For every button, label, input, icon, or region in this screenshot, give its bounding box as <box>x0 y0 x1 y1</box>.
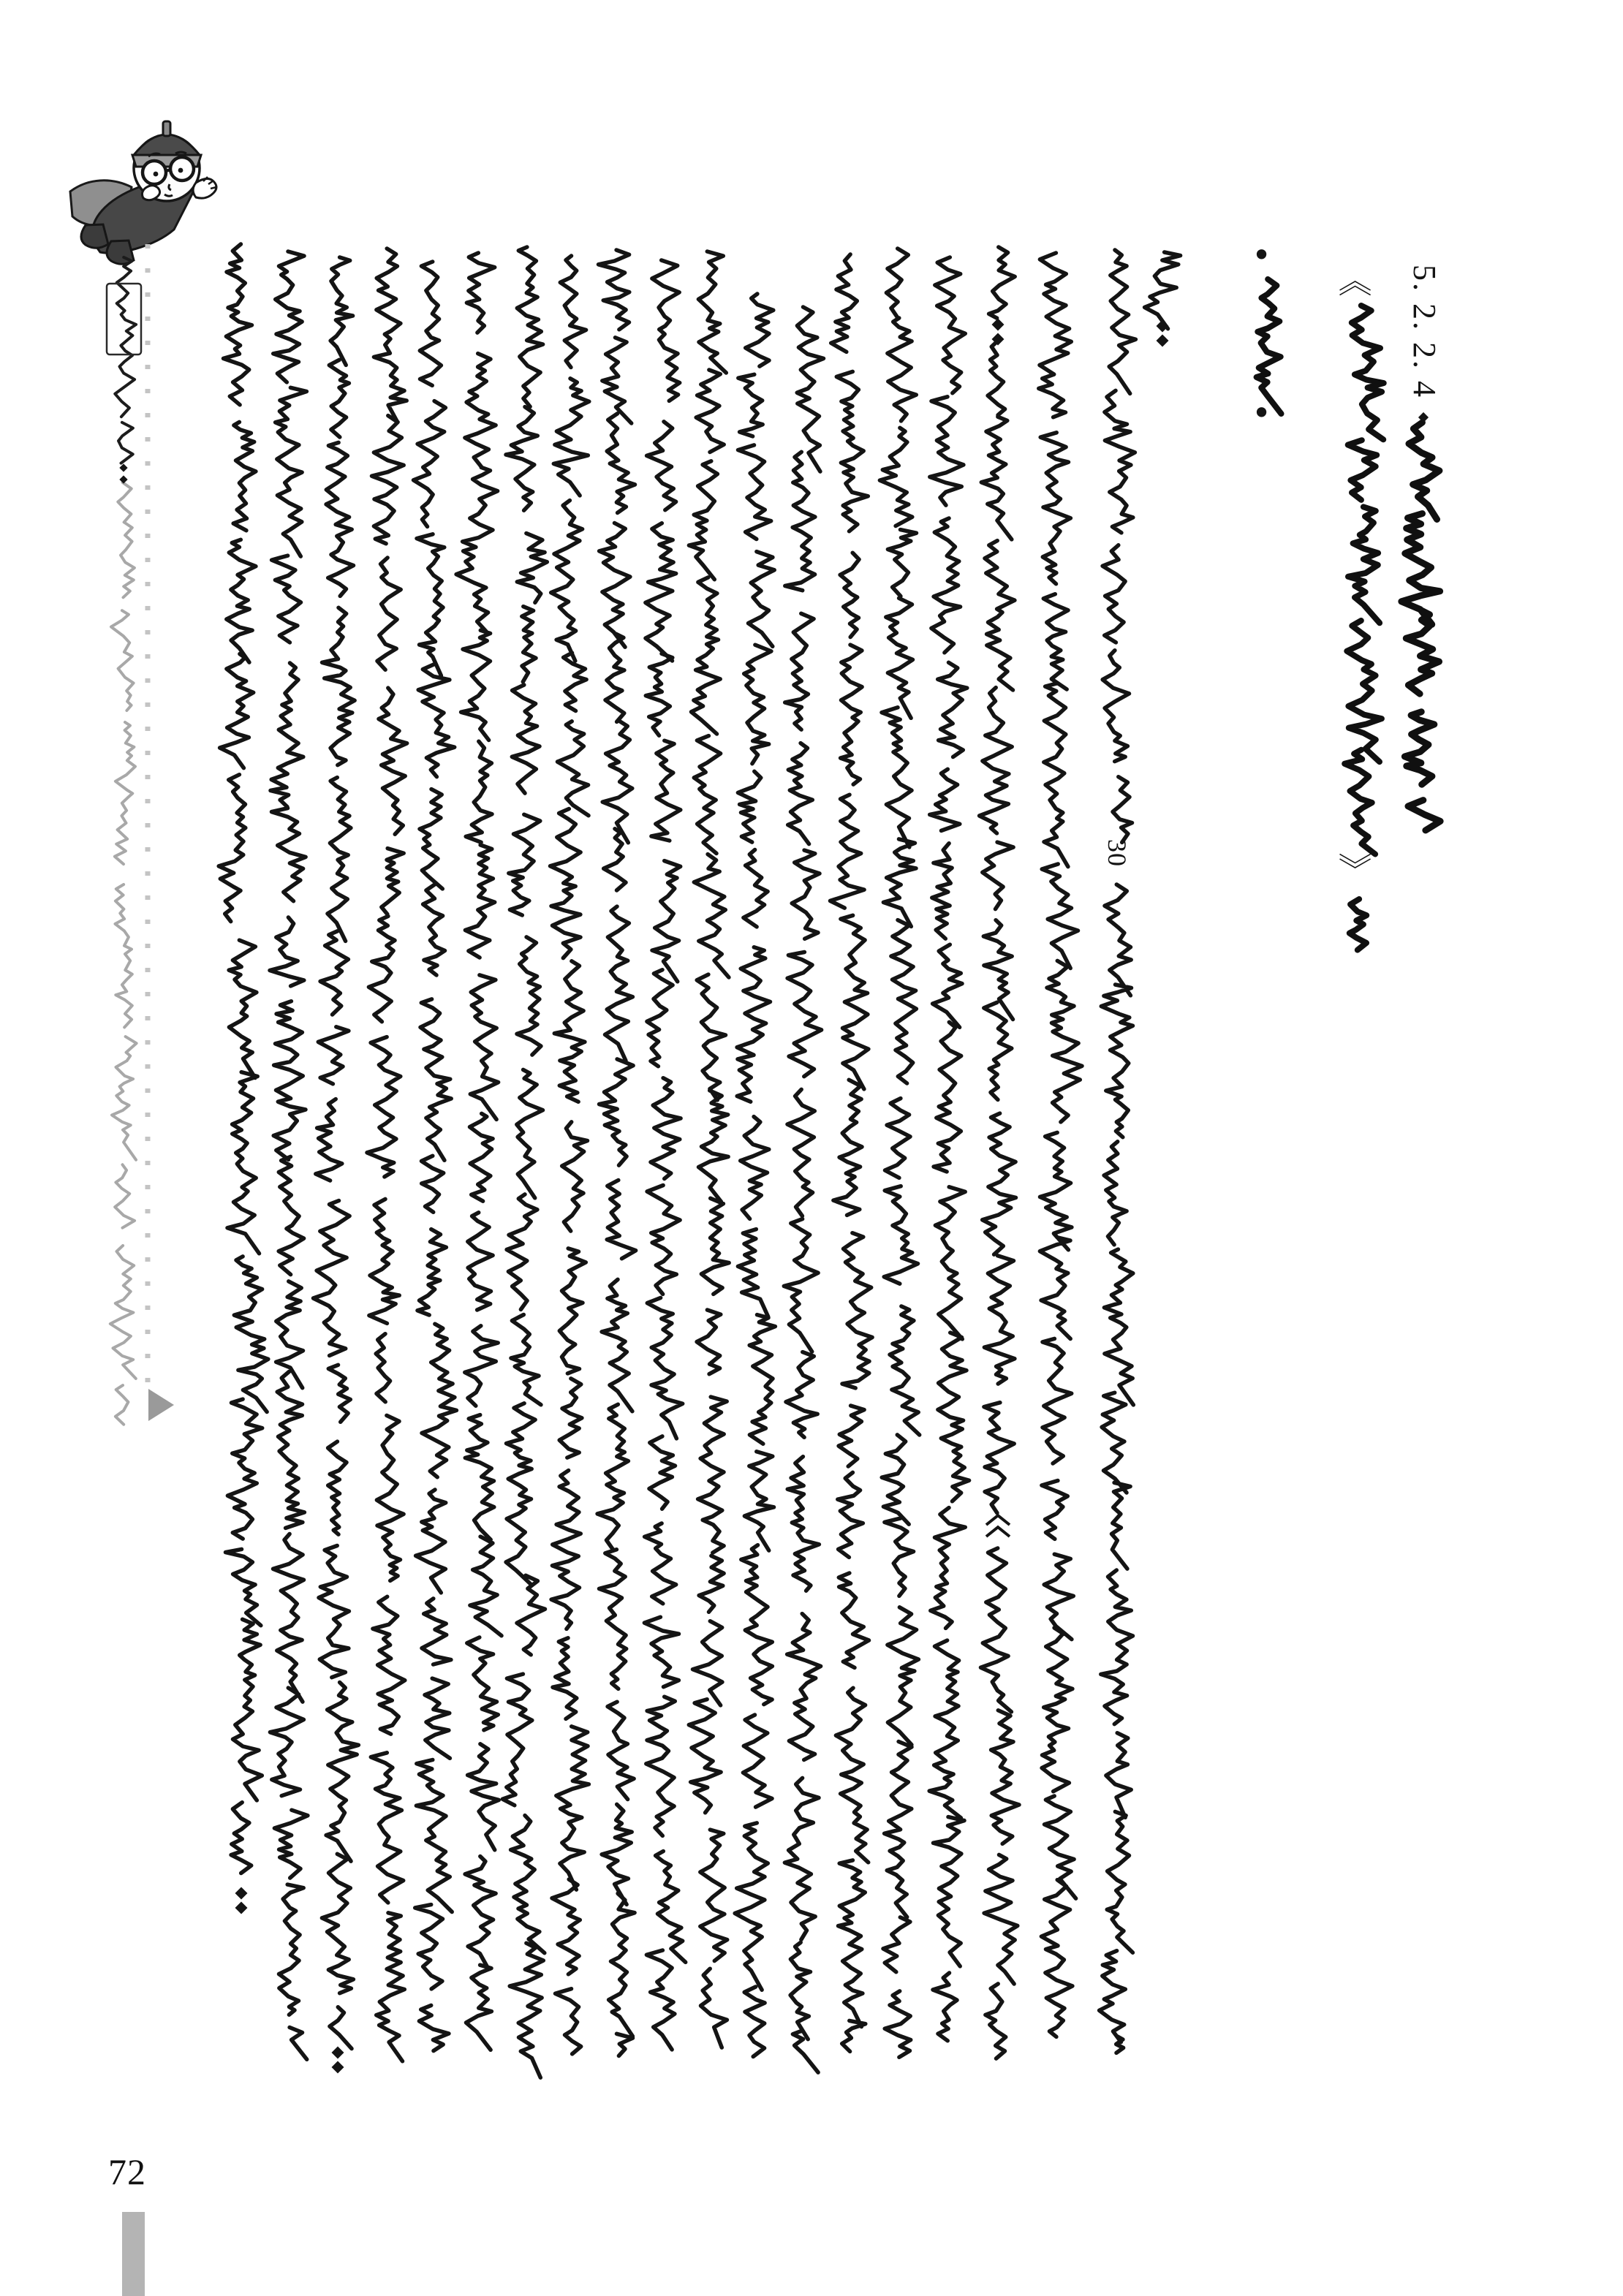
intro-end-line <box>1145 252 1181 329</box>
arrow-icon <box>148 1389 174 1421</box>
body-line-16 <box>367 249 407 2061</box>
eye-right <box>178 168 184 173</box>
inline-quote-bracket <box>986 1515 1010 1537</box>
colon-mark <box>1157 335 1169 347</box>
colon-mark <box>119 463 127 471</box>
boot-left <box>81 224 108 248</box>
hand-left <box>142 186 159 200</box>
colon-mark <box>992 319 1005 331</box>
body-line-12 <box>551 256 589 2054</box>
margin-note-gray <box>110 482 137 1425</box>
inline-number-30: 30 <box>1102 839 1132 867</box>
section-number: 5. 2. 2. 4 <box>1407 265 1442 399</box>
body-line-01 <box>1100 250 1136 2053</box>
body-line-05 <box>879 249 919 2057</box>
body-line-17 <box>314 257 359 2049</box>
section-heading-line <box>1401 423 1440 830</box>
quote-open-bracket: 《 <box>1334 263 1374 297</box>
page-number: 72 <box>108 2151 146 2192</box>
body-line-09 <box>689 251 729 2047</box>
body-line-11 <box>597 250 636 2056</box>
eye-left <box>154 172 159 177</box>
body-line-02 <box>1039 253 1082 2037</box>
flying-boy-illustration <box>70 121 216 264</box>
body-line-10 <box>644 260 685 2050</box>
subheading-bullet-bottom: • <box>1252 393 1272 433</box>
colon-mark <box>119 475 127 483</box>
body-line-06 <box>831 254 873 2051</box>
quote-close-bracket: 》 <box>1334 852 1374 886</box>
body-line-07 <box>784 307 823 2072</box>
margin-note-black <box>115 257 136 463</box>
body-line-18 <box>270 251 308 2059</box>
body-line-03 <box>980 247 1019 2058</box>
body-line-04 <box>929 257 969 2041</box>
cap <box>134 134 200 156</box>
colon-mark <box>235 1902 248 1914</box>
footer-bar <box>122 2212 145 2296</box>
body-line-19 <box>219 244 268 1873</box>
subheading-bullet-top: • <box>1252 235 1272 275</box>
body-line-15 <box>414 262 457 2051</box>
body-line-13 <box>502 247 547 2077</box>
colon-mark <box>332 2047 344 2059</box>
colon-mark <box>235 1887 248 1900</box>
colon-mark <box>332 2061 344 2074</box>
cap-button <box>163 121 170 136</box>
body-line-14 <box>456 253 502 2050</box>
body-line-08 <box>735 294 775 2056</box>
glasses-bridge <box>165 170 171 171</box>
